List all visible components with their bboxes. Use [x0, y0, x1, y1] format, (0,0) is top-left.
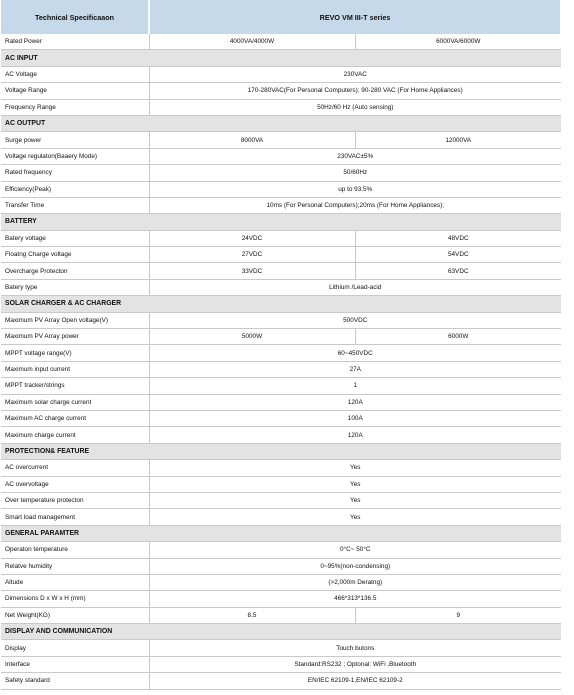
spec-label: Surge power [1, 132, 149, 148]
spec-value: 50Hz/60 Hz (Auto sensing) [149, 99, 561, 115]
spec-value: 0~95%(non-condensing) [149, 558, 561, 574]
spec-value-6k: 6000W [355, 329, 561, 345]
spec-label: Interface [1, 656, 149, 672]
spec-value: Yes [149, 476, 561, 492]
spec-value: 466*313*136.5 [149, 591, 561, 607]
section-title: AC INPUT [1, 50, 561, 66]
spec-row [1, 542, 561, 558]
header-label: Technical Specificaaon [1, 0, 149, 34]
spec-label: Maximum charge current [1, 427, 149, 443]
spec-row [1, 230, 561, 246]
section-title: DISPLAY AND COMMUNICATION [1, 624, 561, 640]
spec-value: 27A [149, 361, 561, 377]
spec-label: MPPT voltage range(V) [1, 345, 149, 361]
spec-value: 60~450VDC [149, 345, 561, 361]
spec-value: 230VAC±5% [149, 148, 561, 164]
spec-label: AC Voltage [1, 66, 149, 82]
spec-label: Frequency Range [1, 99, 149, 115]
spec-row [1, 247, 561, 263]
spec-row [1, 574, 561, 590]
section-header [1, 443, 561, 459]
section-header [1, 115, 561, 131]
spec-value: 0°C~ 50°C [149, 542, 561, 558]
section-title: BATTERY [1, 214, 561, 230]
spec-label: Relatve humidity [1, 558, 149, 574]
spec-label: Safety standard [1, 673, 149, 689]
spec-value: (>2,000m Deratng) [149, 574, 561, 590]
spec-label: Maximum PV Array Open voltage(V) [1, 312, 149, 328]
section-title: PROTECTION& FEATURE [1, 443, 561, 459]
spec-label: Rated frequency [1, 165, 149, 181]
spec-label: Maximum input current [1, 361, 149, 377]
spec-label: Batery type [1, 279, 149, 295]
spec-row [1, 410, 561, 426]
spec-value: 170-280VAC(For Personal Computers); 90-280 VAC (For Home Appliances) [149, 83, 561, 99]
spec-value: 120A [149, 427, 561, 443]
section-header [1, 624, 561, 640]
spec-value: 50/60Hz [149, 165, 561, 181]
spec-value-4k: 27VDC [149, 247, 355, 263]
spec-value: 1 [149, 378, 561, 394]
spec-label: Net Weight(KG) [1, 607, 149, 623]
spec-row [1, 279, 561, 295]
spec-value: 10ms (For Personal Computers);20ms (For Home Appliances); [149, 197, 561, 213]
spec-value-6k: 54VDC [355, 247, 561, 263]
spec-label: Maximum solar charge current [1, 394, 149, 410]
spec-value-6k: 12000VA [355, 132, 561, 148]
spec-row [1, 345, 561, 361]
header-series: REVO VM III-T series [149, 0, 561, 34]
section-title: SOLAR CHARGER & AC CHARGER [1, 296, 561, 312]
spec-row [1, 329, 561, 345]
spec-label: Voltage Range [1, 83, 149, 99]
section-header [1, 296, 561, 312]
spec-value-4k: 4000VA/4000W [149, 34, 355, 50]
spec-value: Standard:RS232 ; Optonal: WiFi ,Bluetooth [149, 656, 561, 672]
spec-label: Efficiency(Peak) [1, 181, 149, 197]
spec-value: up to 93.5% [149, 181, 561, 197]
spec-row [1, 99, 561, 115]
spec-label: Transfer Time [1, 197, 149, 213]
spec-row [1, 132, 561, 148]
spec-label: MPPT tracker/strings [1, 378, 149, 394]
spec-row [1, 591, 561, 607]
spec-label: Voltage regulaton(Baaery Mode) [1, 148, 149, 164]
spec-row [1, 148, 561, 164]
section-title: GENERAL PARAMTER [1, 525, 561, 541]
spec-row [1, 312, 561, 328]
spec-value: 100A [149, 410, 561, 426]
spec-row [1, 673, 561, 689]
spec-row [1, 492, 561, 508]
spec-value: 120A [149, 394, 561, 410]
spec-value-4k: 8.5 [149, 607, 355, 623]
spec-label: Maximum PV Array power [1, 329, 149, 345]
spec-row [1, 83, 561, 99]
spec-row [1, 181, 561, 197]
spec-row [1, 427, 561, 443]
section-header [1, 214, 561, 230]
spec-label: Rated Power [1, 34, 149, 50]
section-header [1, 50, 561, 66]
spec-row [1, 607, 561, 623]
spec-label: Floatng Charge voltage [1, 247, 149, 263]
spec-label: Overcharge Protecton [1, 263, 149, 279]
spec-value: Yes [149, 509, 561, 525]
spec-table [1, 0, 562, 690]
spec-value-4k: 5000W [149, 329, 355, 345]
spec-value-4k: 24VDC [149, 230, 355, 246]
spec-label: Display [1, 640, 149, 656]
section-header [1, 525, 561, 541]
spec-value: EN/IEC 62109-1,EN/IEC 62109-2 [149, 673, 561, 689]
spec-row [1, 460, 561, 476]
spec-table-header [1, 0, 561, 34]
spec-row [1, 197, 561, 213]
spec-row [1, 34, 561, 50]
spec-value-6k: 6000VA/6000W [355, 34, 561, 50]
spec-value: 230VAC [149, 66, 561, 82]
spec-label: Dimensions D x W x H (mm) [1, 591, 149, 607]
spec-label: AC overvoltage [1, 476, 149, 492]
spec-row [1, 394, 561, 410]
spec-row [1, 476, 561, 492]
spec-label: AC overcurrent [1, 460, 149, 476]
spec-row [1, 640, 561, 656]
spec-row [1, 66, 561, 82]
spec-table-container [1, 0, 561, 690]
spec-row [1, 509, 561, 525]
spec-row [1, 263, 561, 279]
spec-label: Altude [1, 574, 149, 590]
spec-row [1, 558, 561, 574]
spec-row [1, 165, 561, 181]
section-title: AC OUTPUT [1, 115, 561, 131]
spec-value: Touch butons [149, 640, 561, 656]
spec-value: Yes [149, 460, 561, 476]
spec-row [1, 361, 561, 377]
spec-value-6k: 63VDC [355, 263, 561, 279]
spec-value-6k: 48VDC [355, 230, 561, 246]
spec-value-6k: 9 [355, 607, 561, 623]
spec-value: 500VDC [149, 312, 561, 328]
spec-value: Yes [149, 492, 561, 508]
spec-table-body [1, 34, 561, 689]
spec-value-4k: 8000VA [149, 132, 355, 148]
spec-label: Batery voltage [1, 230, 149, 246]
spec-row [1, 378, 561, 394]
spec-label: Smart load management [1, 509, 149, 525]
spec-label: Operaton temperature [1, 542, 149, 558]
spec-row [1, 656, 561, 672]
spec-label: Maximum AC charge current [1, 410, 149, 426]
spec-label: Over temperature protecton [1, 492, 149, 508]
spec-value: Lithium /Lead-acid [149, 279, 561, 295]
spec-value-4k: 33VDC [149, 263, 355, 279]
